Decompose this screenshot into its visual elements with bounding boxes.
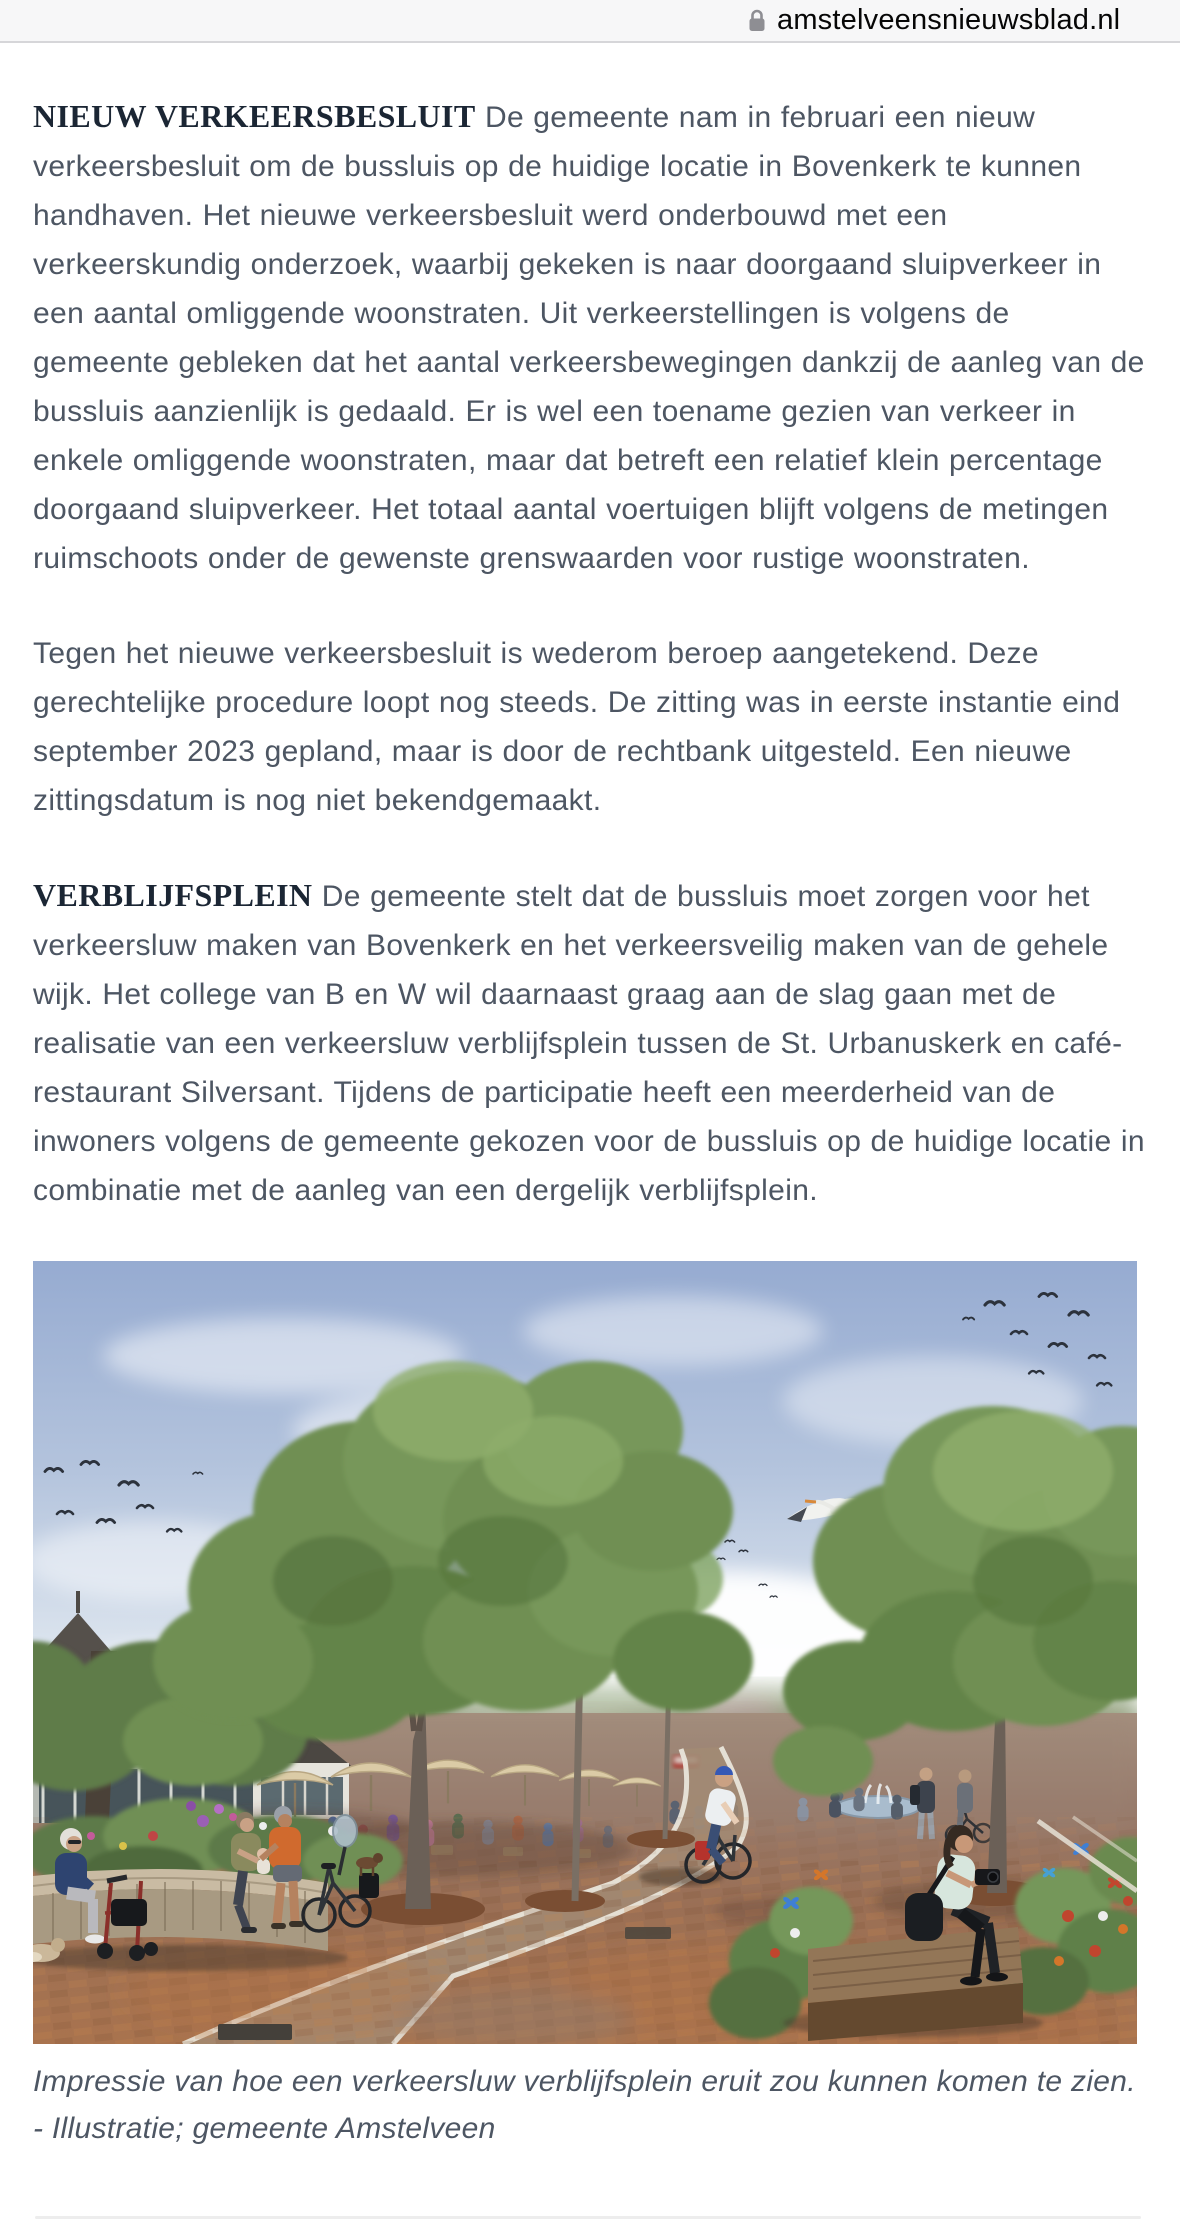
address-field[interactable]: [746, 0, 1120, 41]
paragraph-verblijfsplein: [33, 871, 1147, 1215]
article-figure: [33, 1261, 1147, 2152]
paragraph-lead: VERBLIJFSPLEIN: [33, 877, 313, 913]
paragraph-beroep: Tegen het nieuwe verkeersbesluit is wederom beroep aangetekend. Deze gerechtelijke procedure loopt nog steeds. De zitting was in eerste instantie eind september 2023 gepland, maar is door de rechtbank uitgesteld. Een nieuwe zittingsdatum is nog niet bekendgemaakt.: [33, 637, 1121, 817]
paragraph-nieuw-verkeersbesluit: [33, 92, 1147, 583]
paragraph-lead: NIEUW VERKEERSBESLUIT: [33, 98, 476, 134]
article-body: [0, 43, 1180, 2219]
paragraph-text: De gemeente nam in februari een nieuw verkeersbesluit om de bussluis op de huidige locatie in Bovenkerk te kunnen handhaven. Het nieuwe verkeersbesluit werd onderbouwd met een verkeerskundig onderzoek, waarbij gekeken is naar doorgaand sluipverkeer in een aantal omliggende woonstraten. Uit verkeerstellingen is volgens de gemeente gebleken dat het aantal verkeersbewegingen dankzij de aanleg van de bussluis aanzienlijk is gedaald. Er is wel een toename gezien van verkeer in enkele omliggende woonstraten, maar dat betreft een relatief klein percentage doorgaand sluipverkeer. Het totaal aantal voertuigen blijft volgens de metingen ruimschoots onder de gewenste grenswaarden voor rustige woonstraten.: [33, 101, 1145, 575]
browser-url-bar[interactable]: [0, 0, 1180, 43]
paragraph-text: De gemeente stelt dat de bussluis moet zorgen voor het verkeersluw maken van Bovenkerk en het verkeersveilig maken van de gehele wijk. Het college van B en W wil daarnaast graag aan de slag gaan met de realisatie van een verkeersluw verblijfsplein tussen de St. Urbanuskerk en café-restaurant Silversant. Tijdens de participatie heeft een meerderheid van de inwoners volgens de gemeente gekozen voor de bussluis op de huidige locatie in combinatie met de aanleg van een dergelijk verblijfsplein.: [33, 880, 1145, 1207]
url-text[interactable]: amstelveensnieuwsblad.nl: [777, 4, 1121, 36]
verblijfsplein-impression-image: [33, 1261, 1137, 2044]
image-caption: [33, 2058, 1147, 2152]
lock-icon: [746, 7, 768, 35]
image-caption-line2: - Illustratie; gemeente Amstelveen: [33, 2112, 496, 2145]
image-caption-line1: Impressie van hoe een verkeersluw verblijfsplein eruit zou kunnen komen te zien.: [33, 2065, 1136, 2098]
